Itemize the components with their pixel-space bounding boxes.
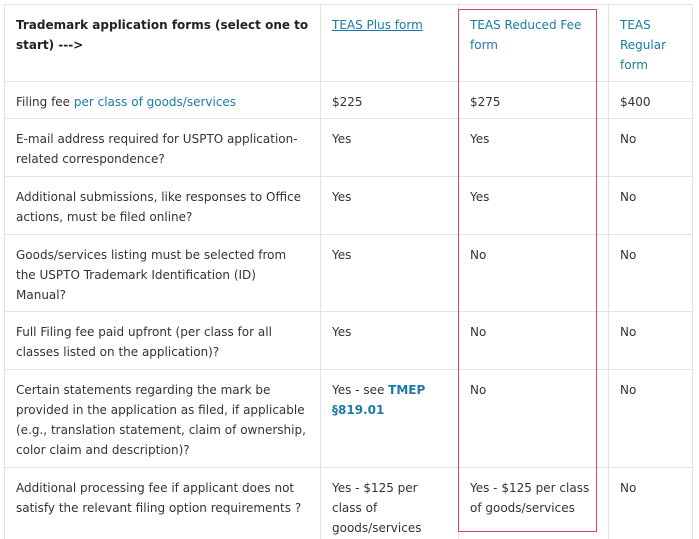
row-label: Additional processing fee if applicant does not satisfy the relevant filing option requirements ? <box>5 468 321 539</box>
cell-teas-reduced-fee: No <box>459 312 609 370</box>
table-title: Trademark application forms (select one to start) ---> <box>16 18 309 52</box>
table-row <box>5 177 693 235</box>
cell-teas-plus-text: Yes - see <box>332 383 389 397</box>
trademark-forms-comparison <box>4 4 692 539</box>
cell-teas-reduced-fee: Yes - $125 per class of goods/services <box>459 468 609 539</box>
comparison-table <box>4 4 693 539</box>
teas-regular-form-link[interactable]: TEAS Regular form <box>620 18 667 72</box>
cell-teas-reduced-fee: $275 <box>459 82 609 119</box>
cell-teas-regular: $400 <box>609 82 693 119</box>
cell-teas-regular: No <box>609 370 693 468</box>
header-title-cell <box>5 5 321 82</box>
row-label <box>5 82 321 119</box>
tmep-819-01-link[interactable]: TMEP §819.01 <box>332 383 426 417</box>
table-row <box>5 119 693 177</box>
table-row <box>5 312 693 370</box>
per-class-link[interactable]: per class of goods/services <box>73 95 237 109</box>
row-label: Goods/services listing must be selected from the USPTO Trademark Identification (ID) Manual? <box>5 235 321 312</box>
table-row <box>5 82 693 119</box>
row-label-text: Filing fee <box>16 95 74 109</box>
teas-plus-form-link[interactable]: TEAS Plus form <box>332 18 423 32</box>
cell-teas-plus: Yes <box>321 312 459 370</box>
cell-teas-plus: Yes - $125 per class of goods/services <box>321 468 459 539</box>
cell-teas-plus: Yes <box>321 119 459 177</box>
cell-teas-regular: No <box>609 235 693 312</box>
teas-reduced-fee-form-link[interactable]: TEAS Reduced Fee form <box>470 18 582 52</box>
cell-teas-regular: No <box>609 177 693 235</box>
table-row <box>5 370 693 468</box>
cell-teas-plus: Yes <box>321 235 459 312</box>
header-teas-regular-cell <box>609 5 693 82</box>
cell-teas-reduced-fee: No <box>459 370 609 468</box>
header-teas-plus-cell <box>321 5 459 82</box>
cell-teas-regular: No <box>609 468 693 539</box>
cell-teas-plus: Yes <box>321 177 459 235</box>
cell-teas-plus: $225 <box>321 82 459 119</box>
row-label: E-mail address required for USPTO application-related correspondence? <box>5 119 321 177</box>
table-row <box>5 235 693 312</box>
cell-teas-regular: No <box>609 312 693 370</box>
row-label: Additional submissions, like responses to Office actions, must be filed online? <box>5 177 321 235</box>
cell-teas-reduced-fee: No <box>459 235 609 312</box>
row-label: Full Filing fee paid upfront (per class for all classes listed on the application)? <box>5 312 321 370</box>
cell-teas-regular: No <box>609 119 693 177</box>
table-row <box>5 468 693 539</box>
cell-teas-reduced-fee: Yes <box>459 177 609 235</box>
cell-teas-reduced-fee: Yes <box>459 119 609 177</box>
table-header-row <box>5 5 693 82</box>
cell-teas-plus <box>321 370 459 468</box>
row-label: Certain statements regarding the mark be provided in the application as filed, if applicable (e.g., translation statement, claim of ownership, color claim and description)? <box>5 370 321 468</box>
header-teas-reduced-fee-cell <box>459 5 609 82</box>
